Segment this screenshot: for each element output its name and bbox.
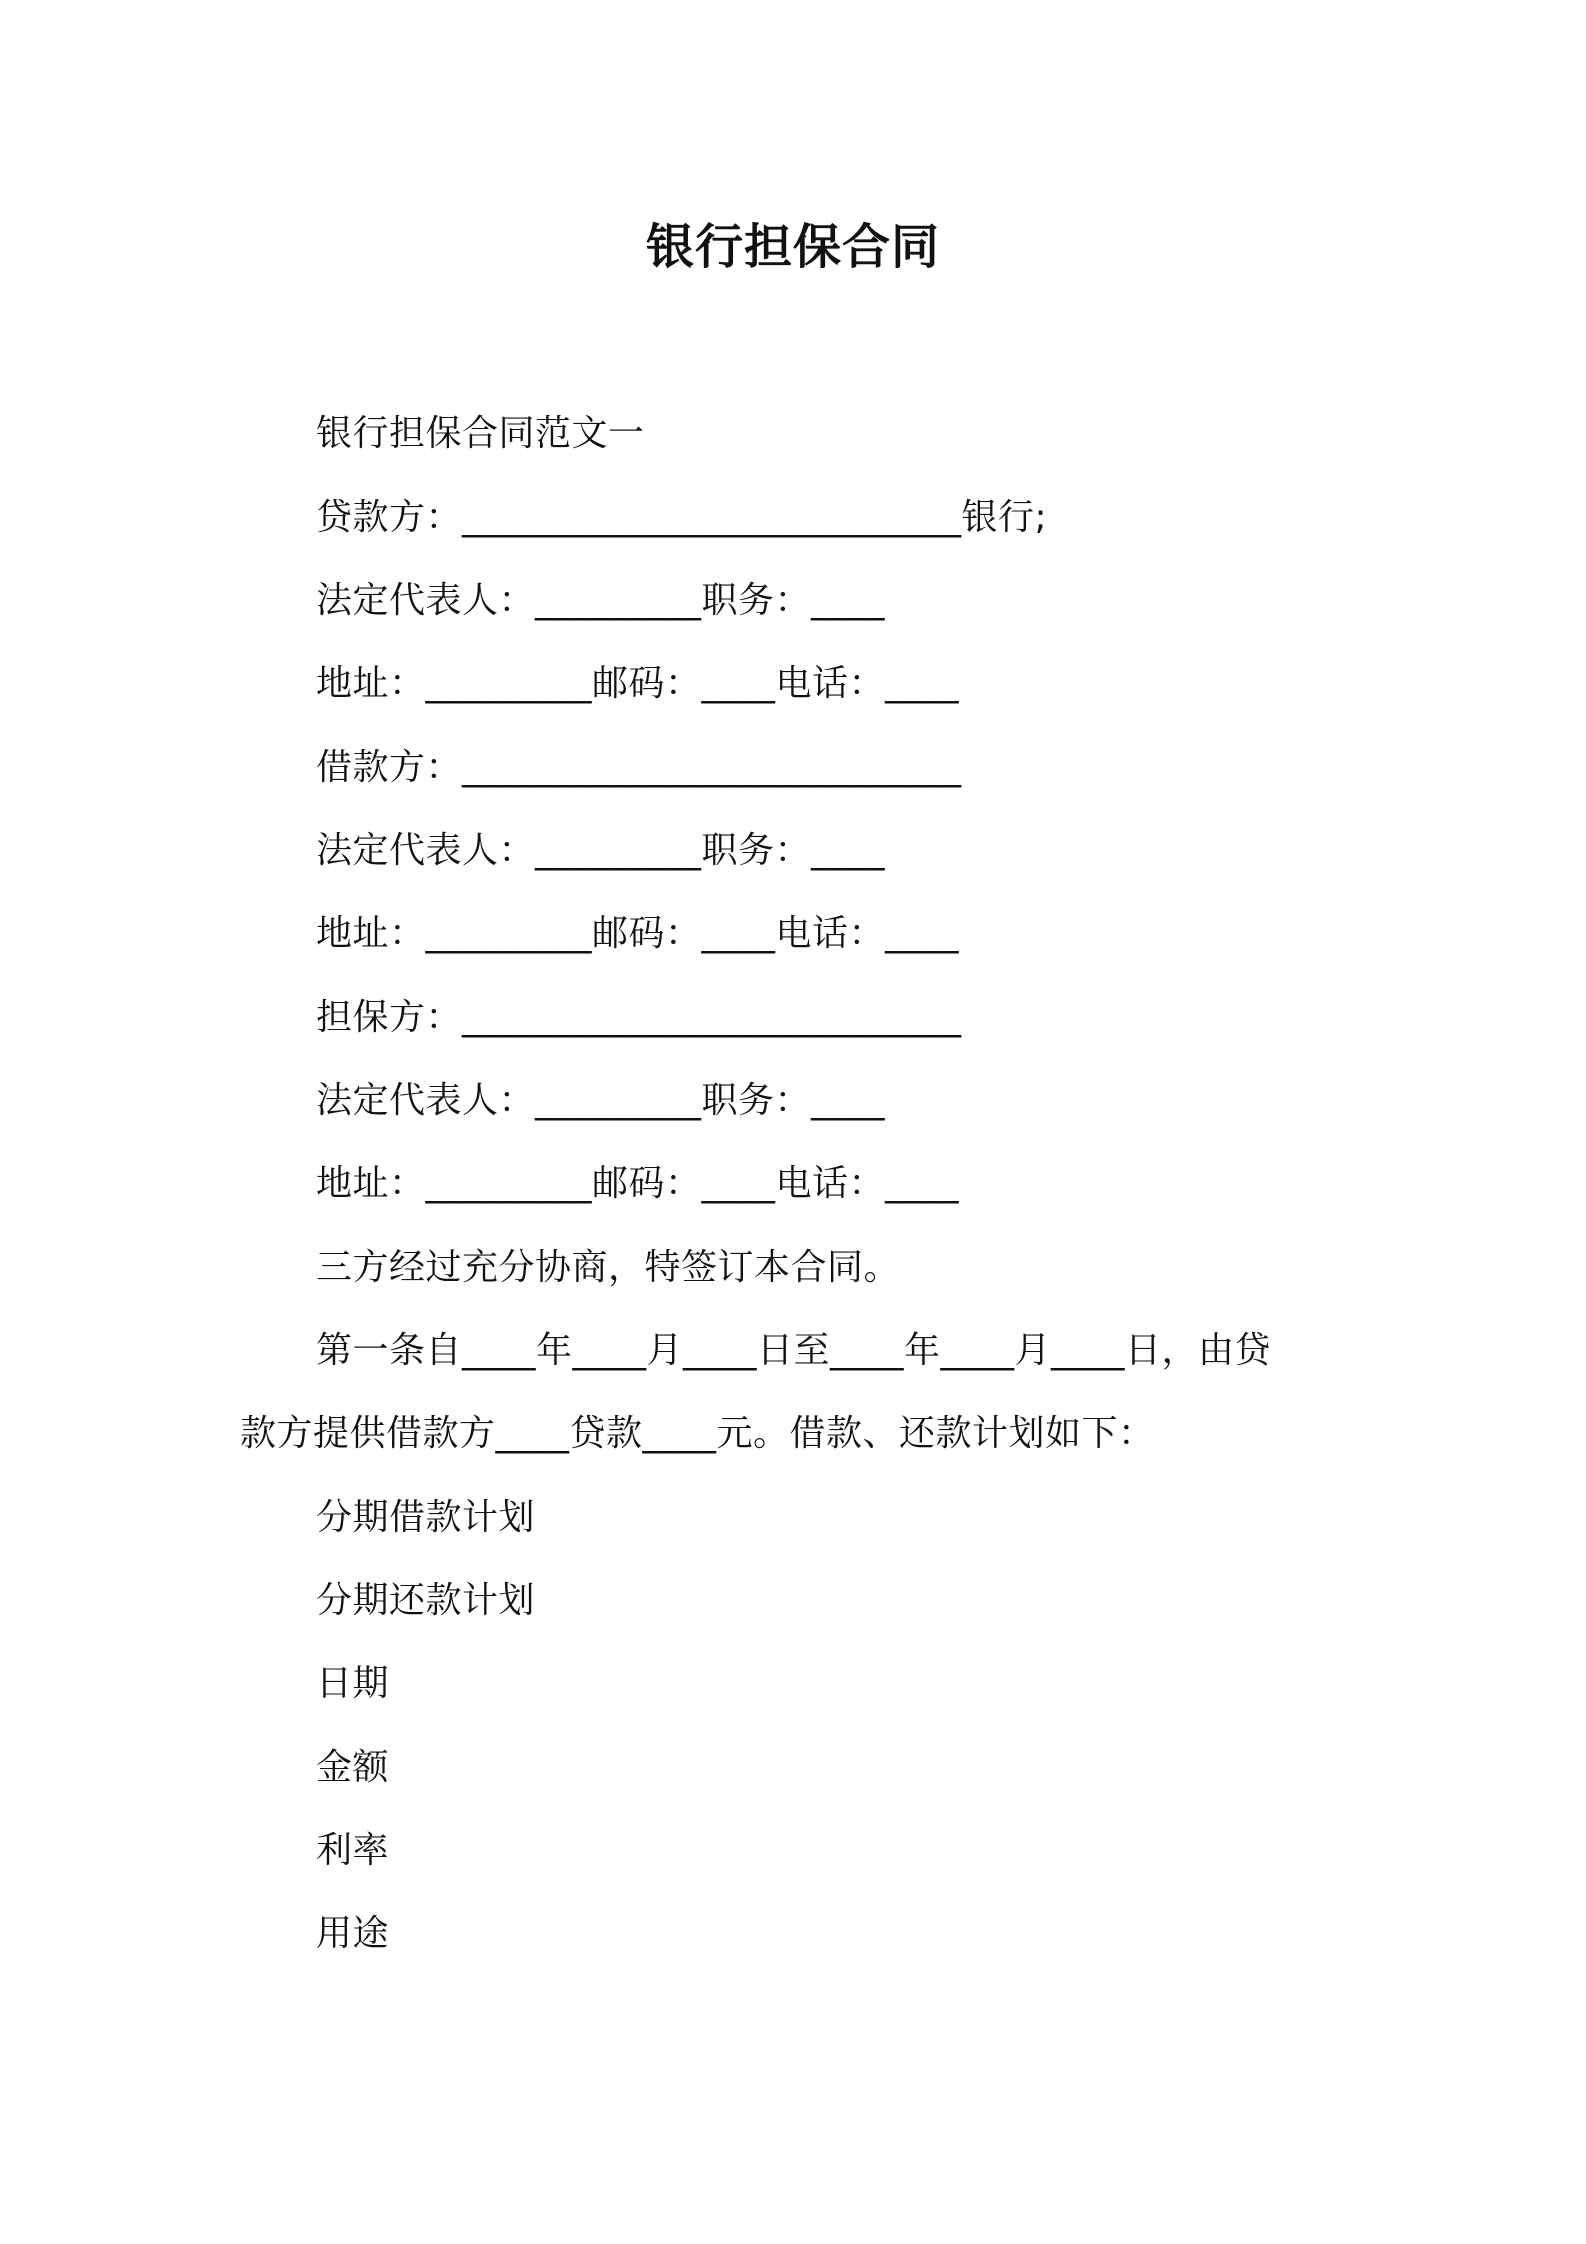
borrower-line: 借款方：___________________________ <box>316 747 962 788</box>
borrower-address-line: 地址：_________邮码：____电话：____ <box>316 913 960 954</box>
interest-rate-label: 利率 <box>316 1830 390 1871</box>
installment-loan-plan: 分期借款计划 <box>316 1497 536 1538</box>
amount-label: 金额 <box>316 1747 390 1788</box>
document-title: 银行担保合同 <box>645 219 940 275</box>
lender-line: 贷款方：___________________________银行; <box>316 497 1048 538</box>
section-heading: 银行担保合同范文一 <box>316 413 645 454</box>
purpose-label: 用途 <box>316 1913 390 1954</box>
installment-repayment-plan: 分期还款计划 <box>316 1580 536 1621</box>
lender-address-line: 地址：_________邮码：____电话：____ <box>316 663 960 704</box>
article-one-line-2: 款方提供借款方____贷款____元。借款、还款计划如下： <box>240 1413 1155 1454</box>
agreement-statement: 三方经过充分协商，特签订本合同。 <box>316 1247 901 1288</box>
article-one-line-1: 第一条自____年____月____日至____年____月____日，由贷 <box>316 1330 1272 1371</box>
borrower-representative-line: 法定代表人：_________职务：____ <box>316 830 886 871</box>
lender-representative-line: 法定代表人：_________职务：____ <box>316 580 886 621</box>
guarantor-address-line: 地址：_________邮码：____电话：____ <box>316 1163 960 1204</box>
guarantor-line: 担保方：___________________________ <box>316 997 962 1038</box>
date-label: 日期 <box>316 1663 390 1704</box>
guarantor-representative-line: 法定代表人：_________职务：____ <box>316 1080 886 1121</box>
